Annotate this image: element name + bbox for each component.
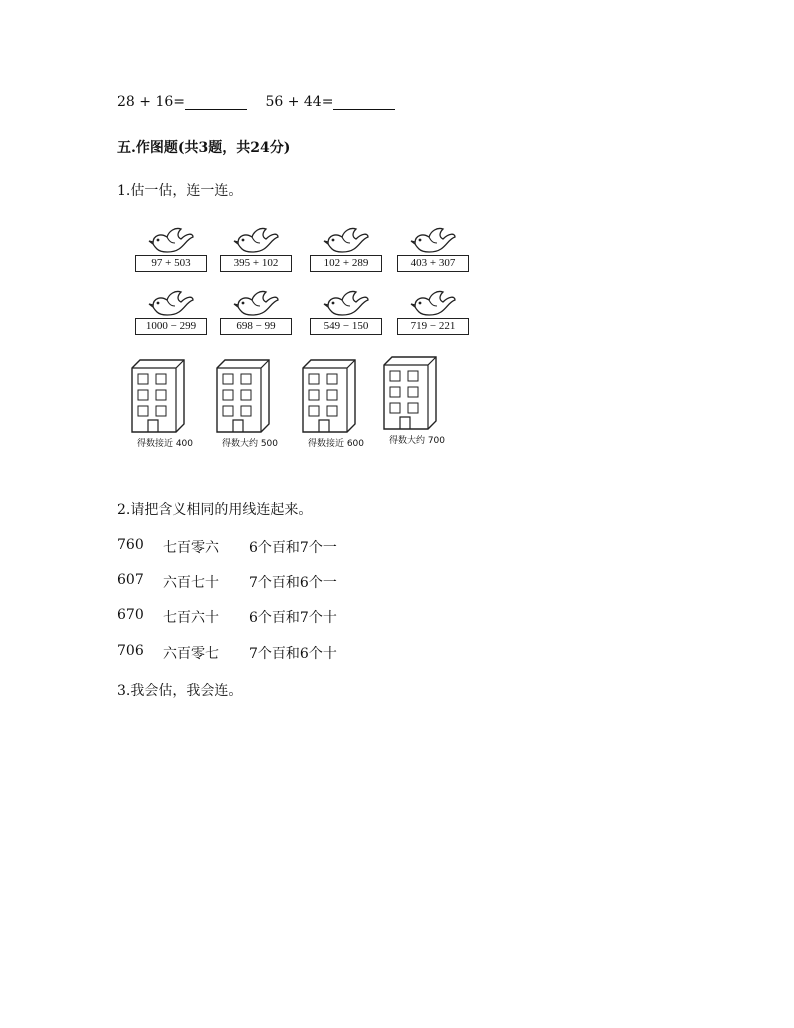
- bird-icon: [232, 288, 280, 320]
- row-number[interactable]: 706: [117, 643, 144, 659]
- answer-blank-1[interactable]: [185, 95, 247, 110]
- bird-expression: 395 + 102: [220, 255, 292, 272]
- bird-icon: [322, 225, 370, 257]
- bird-card[interactable]: [397, 288, 471, 336]
- bird-expression: 719 − 221: [397, 318, 469, 335]
- building-card[interactable]: [382, 355, 452, 451]
- question-3-title: 3.我会估，我会连。: [117, 683, 243, 699]
- building-card[interactable]: [130, 358, 200, 454]
- bird-card[interactable]: [220, 225, 294, 273]
- row-units[interactable]: 7个百和6个一: [249, 575, 337, 591]
- bird-icon: [147, 288, 195, 320]
- bird-card[interactable]: [135, 288, 209, 336]
- bird-expression: 403 + 307: [397, 255, 469, 272]
- row-words[interactable]: 七百六十: [163, 610, 219, 626]
- row-units[interactable]: 6个百和7个一: [249, 540, 337, 556]
- building-icon: [215, 358, 271, 434]
- building-caption: 得数接近 400: [136, 439, 194, 449]
- row-number[interactable]: 607: [117, 572, 144, 588]
- building-icon: [301, 358, 357, 434]
- bird-expression: 549 − 150: [310, 318, 382, 335]
- building-caption: 得数大约 700: [388, 436, 446, 446]
- bird-icon: [409, 225, 457, 257]
- building-icon: [130, 358, 186, 434]
- row-units[interactable]: 6个百和7个十: [249, 610, 337, 626]
- bird-icon: [232, 225, 280, 257]
- row-words[interactable]: 六百零七: [163, 646, 219, 662]
- building-caption: 得数接近 600: [307, 439, 365, 449]
- bird-icon: [409, 288, 457, 320]
- bird-expression: 698 − 99: [220, 318, 292, 335]
- building-icon: [382, 355, 438, 431]
- bird-icon: [147, 225, 195, 257]
- bird-expression: 1000 − 299: [135, 318, 207, 335]
- row-number[interactable]: 760: [117, 537, 144, 553]
- row-words[interactable]: 六百七十: [163, 575, 219, 591]
- building-caption: 得数大约 500: [221, 439, 279, 449]
- bird-card[interactable]: [310, 288, 384, 336]
- building-card[interactable]: [301, 358, 371, 454]
- bird-expression: 102 + 289: [310, 255, 382, 272]
- section-heading: 五.作图题(共3题，共24分): [117, 140, 291, 156]
- bird-card[interactable]: [310, 225, 384, 273]
- row-units[interactable]: 7个百和6个十: [249, 646, 337, 662]
- equation-line: [117, 94, 395, 110]
- question-1-title: 1.估一估，连一连。: [117, 183, 243, 199]
- bird-icon: [322, 288, 370, 320]
- row-number[interactable]: 670: [117, 607, 144, 623]
- question-2-title: 2.请把含义相同的用线连起来。: [117, 502, 313, 518]
- bird-card[interactable]: [220, 288, 294, 336]
- equation-2: 56 + 44=: [265, 94, 334, 110]
- answer-blank-2[interactable]: [333, 95, 395, 110]
- bird-expression: 97 + 503: [135, 255, 207, 272]
- bird-card[interactable]: [397, 225, 471, 273]
- bird-card[interactable]: [135, 225, 209, 273]
- building-card[interactable]: [215, 358, 285, 454]
- equation-1: 28 + 16=: [117, 94, 185, 110]
- row-words[interactable]: 七百零六: [163, 540, 219, 556]
